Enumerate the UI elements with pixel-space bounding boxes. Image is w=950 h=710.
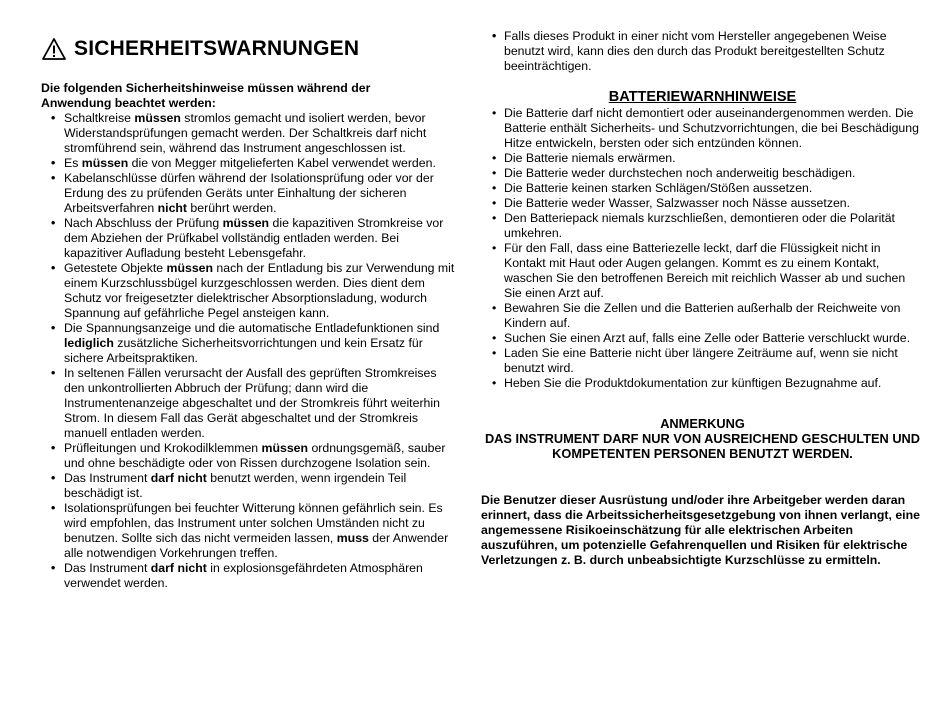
item-text: die von Megger mitgelieferten Kabel verwendet werden. [128, 156, 436, 170]
bullet-icon: • [51, 561, 56, 575]
item-text: Isolationsprüfungen bei feuchter Witterung können gefährlich sein. Es wird empfohlen, das Instrument unter solchen Umständen nicht zu benutzen. Sollte sich das nicht vermeiden lassen, [64, 501, 443, 545]
bullet-icon: • [51, 111, 56, 125]
list-item [41, 156, 456, 171]
item-text: Falls dieses Produkt in einer nicht vom Hersteller angegebenen Weise benutzt wird, kann dies den durch das Produkt bereitgestellten Schutz beeinträchtigen. [504, 29, 887, 73]
battery-section-title: BATTERIEWARNHINWEISE [608, 89, 797, 105]
intro-text: Die folgenden Sicherheitshinweise müssen während der Anwendung beachtet werden: [41, 81, 371, 110]
battery-bullet-list [490, 106, 922, 391]
item-text: stromlos gemacht und isoliert werden, bevor Widerstandsprüfungen gemacht werden. Der Schaltkreis darf nicht stromführend sein, während das Instrument angeschlossen ist. [64, 111, 427, 155]
bullet-icon: • [492, 151, 497, 165]
list-item [490, 196, 922, 211]
item-text: Die Batterie darf nicht demontiert oder auseinandergenommen werden. Die Batterie enthält Sicherheits- und Schutzvorrichtungen, die bei Beschädigung Hitze entwickeln, bersten oder sich entzünden können. [504, 106, 919, 150]
list-item [490, 241, 922, 301]
list-item [41, 561, 456, 591]
item-text: berührt werden. [187, 201, 277, 215]
list-item [490, 331, 922, 346]
list-item [41, 501, 456, 561]
item-text: Die Batterie keinen starken Schlägen/Stößen aussetzen. [504, 181, 813, 195]
item-text: Prüfleitungen und Krokodilklemmen [64, 441, 262, 455]
item-text: Die Batterie weder Wasser, Salzwasser noch Nässe aussetzen. [504, 196, 851, 210]
item-text: ordnungsgemäß, sauber und ohne beschädigte oder von Rissen durchzogene Isolation sein. [64, 441, 446, 470]
list-item [490, 301, 922, 331]
bullet-icon: • [51, 471, 56, 485]
bullet-icon: • [51, 216, 56, 230]
bullet-icon: • [51, 501, 56, 515]
list-item [490, 376, 922, 391]
list-item [490, 151, 922, 166]
item-text: nach der Entladung bis zur Verwendung mit einem Kurzschlussbügel kurzgeschlossen werden. Dies dient dem Schutz vor freigesetzter dielektrischer Absorptionsladung, wodurch Spannung auf gefährliche Pegel ansteigen kann. [64, 261, 455, 320]
emphasis-text: müssen [222, 216, 270, 230]
item-text: benutzt werden, wenn irgendein Teil beschädigt ist. [64, 471, 407, 500]
list-item [41, 171, 456, 216]
item-text: Heben Sie die Produktdokumentation zur künftigen Bezugnahme auf. [504, 376, 882, 390]
list-item [41, 471, 456, 501]
list-item [490, 181, 922, 196]
bullet-icon: • [51, 441, 56, 455]
emphasis-text: müssen [166, 261, 214, 275]
list-item [490, 211, 922, 241]
bullet-icon: • [492, 106, 497, 120]
list-item [41, 441, 456, 471]
item-text: Schaltkreise [64, 111, 135, 125]
note-heading: ANMERKUNG [660, 416, 745, 431]
warning-triangle-icon [42, 37, 66, 61]
page-title: SICHERHEITSWARNUNGEN [74, 37, 360, 60]
bullet-icon: • [492, 196, 497, 210]
item-text: Laden Sie eine Batterie nicht über längere Zeiträume auf, wenn sie nicht benutzt wird. [504, 346, 898, 375]
list-item [41, 321, 456, 366]
emphasis-text: nicht [157, 201, 188, 215]
item-text: Suchen Sie einen Arzt auf, falls eine Zelle oder Batterie verschluckt wurde. [504, 331, 911, 345]
list-item [490, 29, 920, 74]
item-text: Die Batterie niemals erwärmen. [504, 151, 676, 165]
list-item [41, 261, 456, 321]
bullet-icon: • [51, 171, 56, 185]
item-text: die kapazitiven Stromkreise vor dem Abziehen der Prüfkabel vollständig entladen werden. Bei kapazitiver Aufladung besteht Lebensgefahr. [64, 216, 444, 260]
page-header [42, 36, 359, 62]
list-item [490, 166, 922, 181]
bullet-icon: • [492, 241, 497, 255]
closing-paragraph: Die Benutzer dieser Ausrüstung und/oder ihre Arbeitgeber werden daran erinnert, dass die Arbeitssicherheitsgesetzgebung von ihnen verlangt, eine angemessene Risikoeinschätzung für alle elektrischen Arbeiten auszuführen, um potenzielle Gefahrenquellen und Risiken für elektrische Verletzungen z. B. durch unbeabsichtigte Kurzschlüsse zu ermitteln. [481, 493, 920, 567]
note-block [481, 416, 924, 461]
bullet-icon: • [492, 331, 497, 345]
emphasis-text: lediglich [64, 336, 114, 350]
list-item [490, 106, 922, 151]
item-text: Das Instrument [64, 561, 151, 575]
emphasis-text: müssen [261, 441, 309, 455]
item-text: Getestete Objekte [64, 261, 167, 275]
bullet-icon: • [492, 346, 497, 360]
bullet-icon: • [51, 366, 56, 380]
list-item [41, 366, 456, 441]
emphasis-text: müssen [81, 156, 129, 170]
item-text: der Anwender alle notwendigen Vorkehrungen treffen. [64, 531, 449, 560]
item-text: Den Batteriepack niemals kurzschließen, demontieren oder die Polarität umkehren. [504, 211, 895, 240]
item-text: Kabelanschlüsse dürfen während der Isolationsprüfung oder vor der Erdung des zu prüfenden Geräts unter Einhaltung der sicheren Arbeitsverfahren [64, 171, 434, 215]
emphasis-text: muss [336, 531, 369, 545]
emphasis-text: darf nicht [150, 561, 207, 575]
list-item [490, 346, 922, 376]
bullet-icon: • [492, 211, 497, 225]
item-text: in explosionsgefährdeten Atmosphären verwendet werden. [64, 561, 423, 590]
item-text: Die Spannungsanzeige und die automatische Entladefunktionen sind [64, 321, 440, 335]
list-item [41, 216, 456, 261]
item-text: In seltenen Fällen verursacht der Ausfall des geprüften Stromkreises den unkontrollierten Abbruch der Prüfung; dann wird die Instrumentenanzeige abgeschaltet und der Stromkreis führt weiterhin Strom. In diesem Fall das Gerät abgeschaltet und der Stromkreis manuell entladen werden. [64, 366, 440, 440]
emphasis-text: müssen [134, 111, 181, 125]
note-text: DAS INSTRUMENT DARF NUR VON AUSREICHEND GESCHULTEN UND KOMPETENTEN PERSONEN BENUTZT WERDEN. [484, 431, 921, 461]
right-top-bullet-list [490, 29, 920, 74]
bullet-icon: • [51, 321, 56, 335]
item-text: Das Instrument [64, 471, 151, 485]
bullet-icon: • [492, 166, 497, 180]
left-bullet-list [41, 111, 456, 591]
item-text: zusätzliche Sicherheitsvorrichtungen und kein Ersatz für sichere Arbeitspraktiken. [64, 336, 423, 365]
bullet-icon: • [492, 376, 497, 390]
bullet-icon: • [51, 156, 56, 170]
emphasis-text: darf nicht [150, 471, 207, 485]
item-text: Die Batterie weder durchstechen noch anderweitig beschädigen. [504, 166, 856, 180]
item-text: Nach Abschluss der Prüfung [64, 216, 223, 230]
item-text: Es [64, 156, 82, 170]
bullet-icon: • [492, 29, 497, 43]
bullet-icon: • [51, 261, 56, 275]
item-text: Für den Fall, dass eine Batteriezelle leckt, darf die Flüssigkeit nicht in Kontakt mit Haut oder Augen gelangen. Kommt es zu einem Kontakt, waschen Sie den betroffenen Bereich mit reichlich Wasser ab und suchen Sie einen Arzt auf. [504, 241, 906, 300]
bullet-icon: • [492, 301, 497, 315]
bullet-icon: • [492, 181, 497, 195]
list-item [41, 111, 456, 156]
item-text: Bewahren Sie die Zellen und die Batterien außerhalb der Reichweite von Kindern auf. [504, 301, 901, 330]
